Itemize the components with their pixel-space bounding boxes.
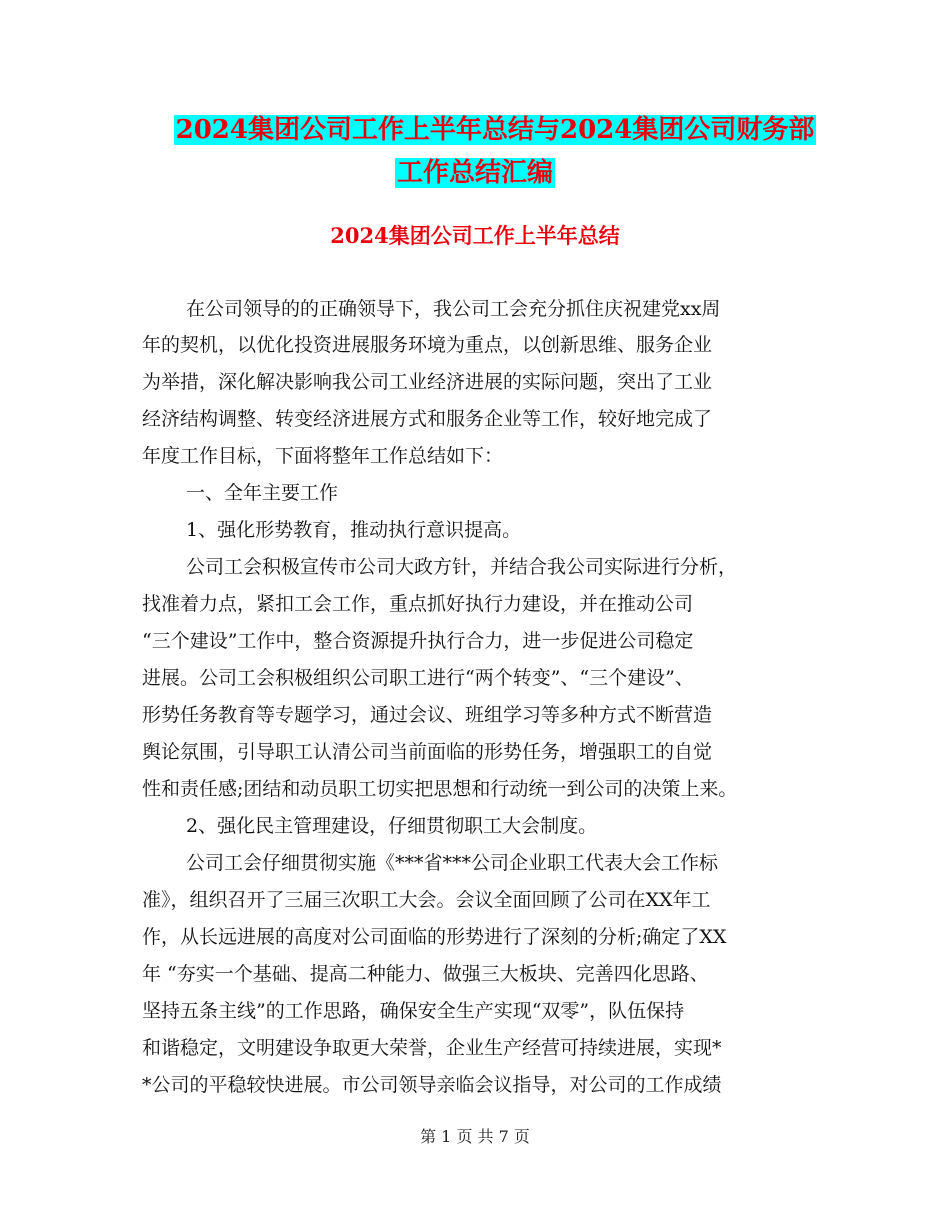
paragraph-line: *公司的平稳较快进展。市公司领导亲临会议指导，对公司的工作成绩 (142, 1074, 722, 1096)
paragraph-line: 年 “夯实一个基础、提高二种能力、做强三大板块、完善四化思路、 (142, 963, 709, 985)
paragraph-line: 公司工会仔细贯彻实施《***省***公司企业职工代表大会工作标 (186, 852, 719, 874)
document-title-text-1: 2024集团公司工作上半年总结与2024集团公司财务部 (175, 115, 815, 145)
paragraph-line: 作，从长远进展的高度对公司面临的形势进行了深刻的分析;确定了XX (142, 926, 727, 948)
paragraph-line: 经济结构调整、转变经济进展方式和服务企业等工作，较好地完成了 (142, 408, 713, 430)
paragraph-line: 年度工作目标，下面将整年工作总结如下： (142, 445, 504, 467)
paragraph-line: 坚持五条主线”的工作思路，确保安全生产实现“双零”，队伍保持 (142, 1000, 685, 1022)
paragraph-line: 舆论氛围，引导职工认清公司当前面临的形势任务，增强职工的自觉 (142, 741, 713, 763)
paragraph-line: 公司工会积极宣传市公司大政方针，并结合我公司实际进行分析， (186, 556, 738, 578)
subheading-line: 1、强化形势教育，推动执行意识提高。 (186, 519, 522, 541)
page-number-footer: 第 1 页 共 7 页 (420, 1127, 530, 1146)
section-title: 2024集团公司工作上半年总结 (330, 223, 620, 248)
paragraph-line: 为举措，深化解决影响我公司工业经济进展的实际问题，突出了工业 (142, 371, 713, 393)
paragraph-line: 找准着力点，紧扣工会工作，重点抓好执行力建设，并在推动公司 (142, 593, 694, 615)
heading-line: 一、全年主要工作 (186, 482, 339, 504)
subheading-line: 2、强化民主管理建设，仔细贯彻职工大会制度。 (186, 815, 598, 837)
document-title-line-1 (20, 110, 950, 150)
paragraph-line: 进展。公司工会积极组织公司职工进行“两个转变”、“三个建设”、 (142, 667, 694, 689)
paragraph-line: 和谐稳定，文明建设争取更大荣誉，企业生产经营可持续进展，实现* (142, 1037, 722, 1059)
paragraph-line: 性和责任感;团结和动员职工切实把思想和行动统一到公司的决策上来。 (142, 778, 738, 800)
paragraph-line: 形势任务教育等专题学习，通过会议、班组学习等多种方式不断营造 (142, 704, 713, 726)
paragraph-line: 年的契机，以优化投资进展服务环境为重点，以创新思维、服务企业 (142, 334, 713, 356)
paragraph-line: 准》，组织召开了三届三次职工大会。会议全面回顾了公司在XX年工 (142, 889, 711, 911)
paragraph-line: 在公司领导的的正确领导下，我公司工会充分抓住庆祝建党xx周 (186, 298, 721, 320)
paragraph-line: “三个建设”工作中，整合资源提升执行合力，进一步促进公司稳定 (142, 630, 694, 652)
document-title-line-2 (0, 153, 950, 193)
document-title-text-2: 工作总结汇编 (396, 158, 553, 188)
